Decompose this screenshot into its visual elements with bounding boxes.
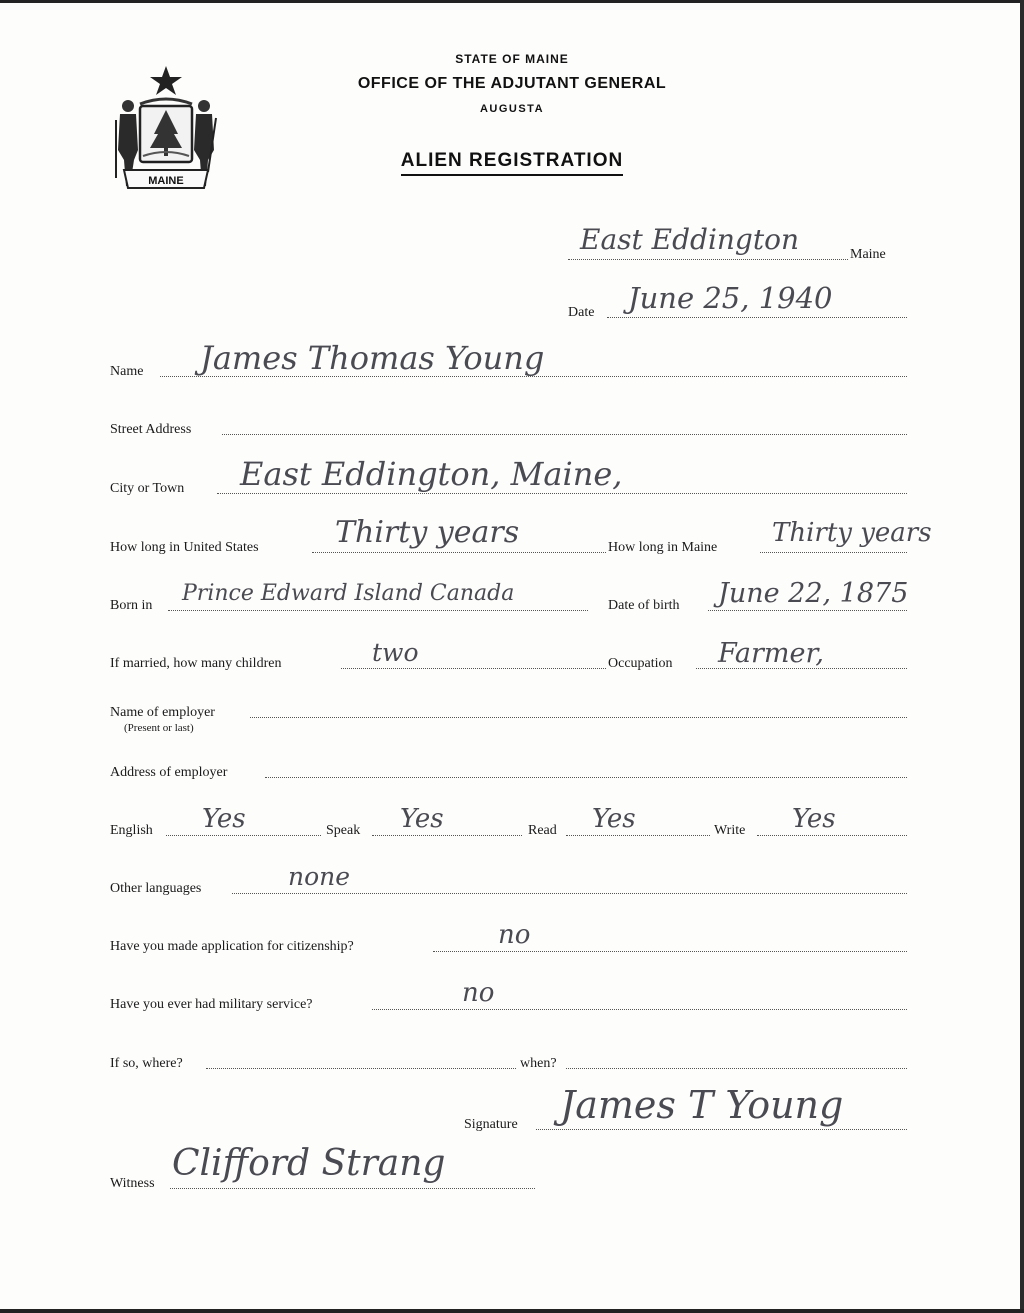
how-long-maine-label: How long in Maine	[608, 540, 718, 555]
military-value: no	[462, 978, 495, 1008]
english-value: Yes	[202, 804, 246, 834]
english-label: English	[110, 823, 153, 838]
read-line	[566, 835, 710, 836]
how-long-us-line	[312, 552, 606, 553]
date-of-birth-value: June 22, 1875	[718, 578, 909, 609]
write-value: Yes	[792, 804, 836, 834]
military-line	[372, 1009, 907, 1010]
signature-line	[536, 1129, 907, 1130]
header-office: OFFICE OF THE ADJUTANT GENERAL	[357, 75, 667, 92]
street-address-line	[222, 434, 907, 435]
where-label: If so, where?	[110, 1056, 183, 1071]
scan-border-right	[1020, 0, 1024, 1313]
write-label: Write	[714, 823, 746, 838]
other-languages-line	[232, 893, 907, 894]
occupation-value: Farmer,	[718, 638, 825, 669]
read-value: Yes	[592, 804, 636, 834]
date-line	[607, 317, 907, 318]
write-line	[757, 835, 907, 836]
place-line	[568, 259, 848, 260]
form-title: ALIEN REGISTRATION	[0, 150, 1024, 172]
how-long-us-value: Thirty years	[335, 515, 520, 550]
born-in-value: Prince Edward Island Canada	[182, 581, 515, 606]
children-label: If married, how many children	[110, 656, 282, 671]
scan-border-bottom	[0, 1309, 1024, 1313]
born-in-line	[168, 610, 588, 611]
employer-address-label: Address of employer	[110, 765, 228, 780]
employer-line	[250, 717, 907, 718]
other-languages-value: none	[288, 862, 351, 891]
date-of-birth-label: Date of birth	[608, 598, 680, 613]
city-town-label: City or Town	[110, 481, 185, 496]
how-long-maine-value: Thirty years	[772, 518, 932, 548]
occupation-label: Occupation	[608, 656, 673, 671]
born-in-label: Born in	[110, 598, 153, 613]
other-languages-label: Other languages	[110, 881, 202, 896]
street-address-label: Street Address	[110, 422, 192, 437]
place-value: East Eddington	[580, 223, 799, 256]
city-town-value: East Eddington, Maine,	[240, 455, 623, 493]
how-long-us-label: How long in United States	[110, 540, 259, 555]
employer-address-line	[265, 777, 907, 778]
witness-label: Witness	[110, 1176, 155, 1191]
witness-line	[170, 1188, 535, 1189]
children-value: two	[372, 638, 419, 667]
speak-value: Yes	[400, 804, 444, 834]
employer-sublabel: (Present or last)	[124, 722, 194, 734]
name-value: James Thomas Young	[200, 339, 545, 377]
citizenship-value: no	[498, 920, 531, 950]
citizenship-label: Have you made application for citizenship?	[110, 939, 354, 954]
date-label: Date	[568, 305, 595, 320]
date-of-birth-line	[708, 610, 907, 611]
when-line	[566, 1068, 907, 1069]
employer-label: Name of employer	[110, 705, 215, 720]
speak-line	[372, 835, 522, 836]
how-long-maine-line	[760, 552, 907, 553]
children-line	[341, 668, 606, 669]
signature-label: Signature	[464, 1117, 518, 1132]
english-line	[166, 835, 321, 836]
scan-border-top	[0, 0, 1024, 3]
header-state: STATE OF MAINE	[455, 52, 569, 66]
city-town-line	[217, 493, 907, 494]
name-label: Name	[110, 364, 144, 379]
speak-label: Speak	[326, 823, 361, 838]
when-label: when?	[520, 1056, 557, 1071]
seal-banner-text: MAINE	[148, 175, 184, 187]
signature-value: James T Young	[560, 1083, 844, 1127]
military-label: Have you ever had military service?	[110, 997, 313, 1012]
witness-value: Clifford Strang	[172, 1143, 446, 1184]
read-label: Read	[528, 823, 557, 838]
where-line	[206, 1068, 516, 1069]
citizenship-line	[433, 951, 907, 952]
place-label: Maine	[850, 247, 886, 262]
header-city: AUGUSTA	[479, 103, 545, 115]
date-value: June 25, 1940	[628, 281, 833, 315]
